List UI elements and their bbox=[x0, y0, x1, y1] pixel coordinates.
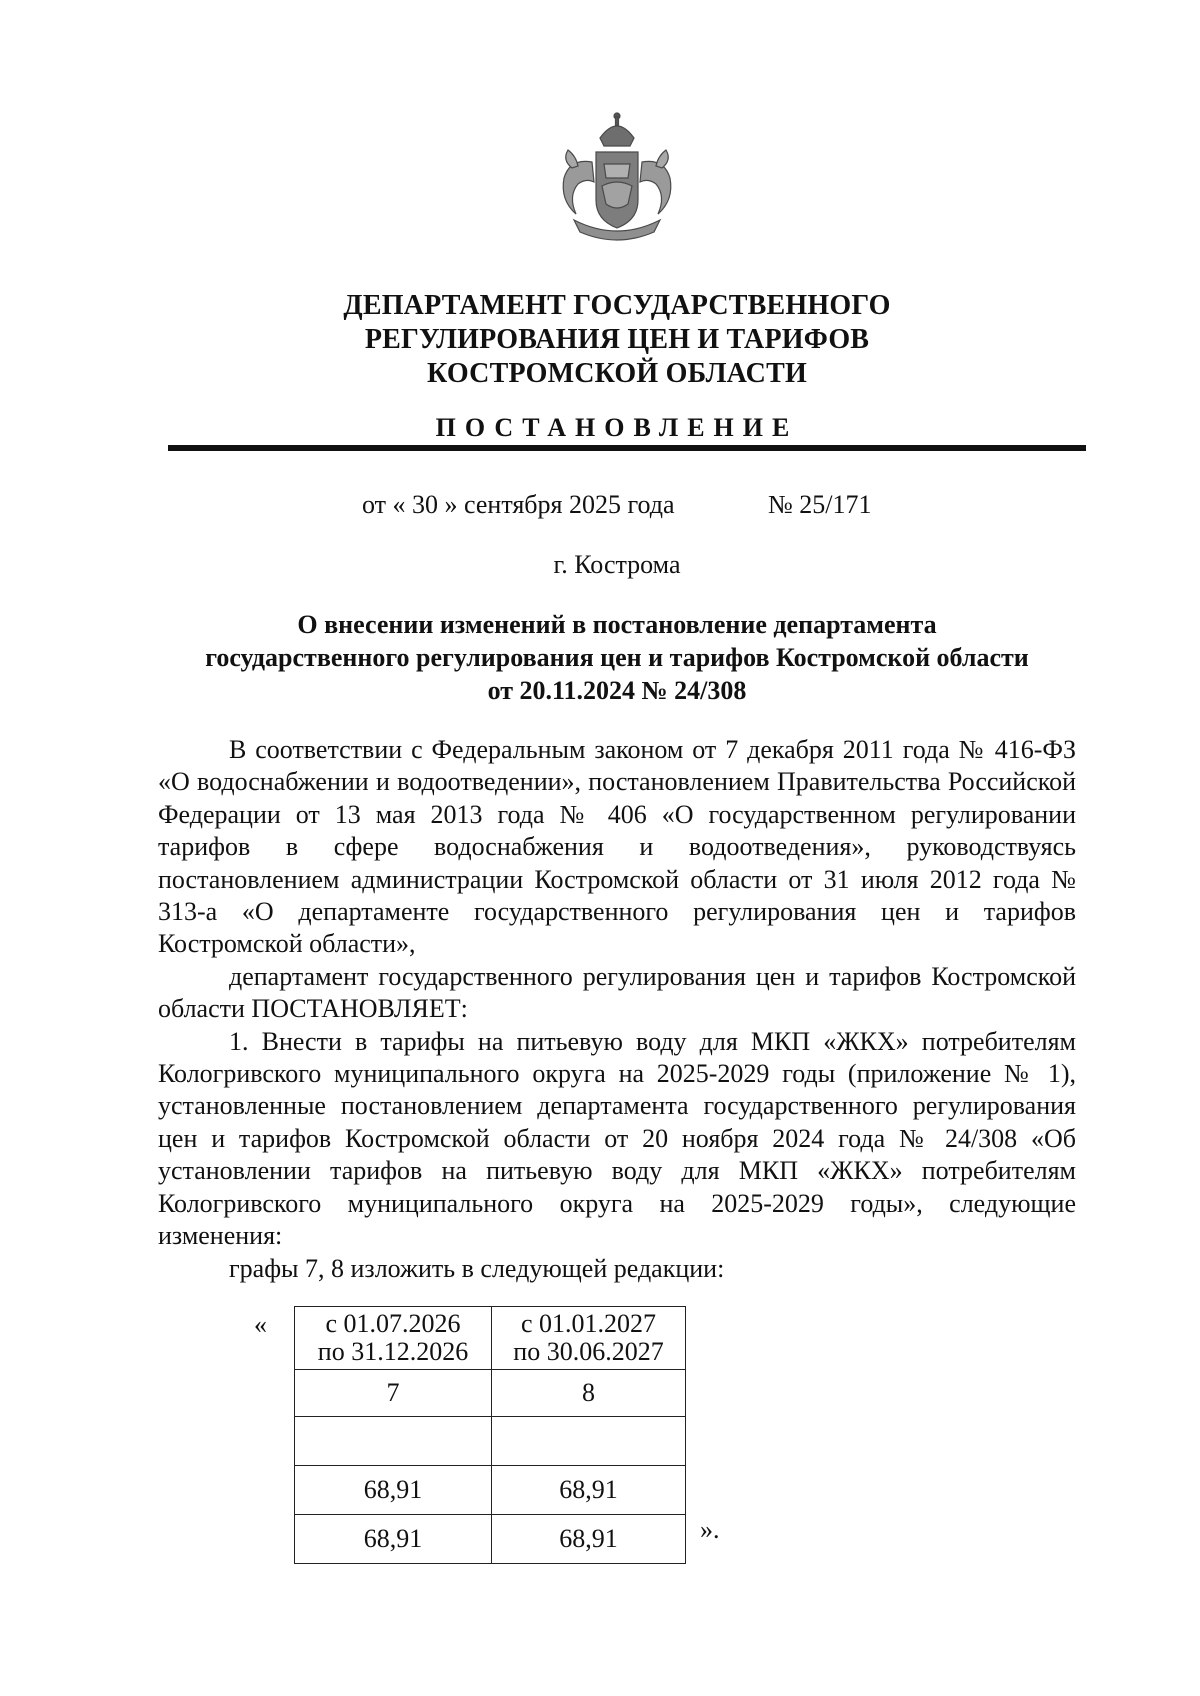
item-1-paragraph: 1. Внести в тарифы на питьевую воду для МКП «ЖКХ» потребителям Кологривского муниципального округа на 2025-2029 годы (приложение № 1), установленные постановлением департамента государственного регулирования цен и тарифов Костромской области от 20 ноября 2024 года № 24/308 «Об установлении тарифов на питьевую воду для МКП «ЖКХ» потребителям Кологривского муниципального округа на 2025-2029 годы», следующие изменения: bbox=[158, 1026, 1076, 1251]
document-type: ПОСТАНОВЛЕНИЕ bbox=[435, 413, 799, 442]
column-number-cell: 7 bbox=[295, 1370, 492, 1417]
table-row bbox=[295, 1515, 686, 1564]
preamble-paragraph: В соответствии с Федеральным законом от 7 декабря 2011 года № 416-ФЗ «О водоснабжении и водоотведении», постановлением Правительства Российской Федерации от 13 мая 2013 года № 406 «О государственном регулировании тарифов в сфере водоснабжения и водоотведения», руководствуясь постановлением администрации Костромской области от 31 июля 2012 года № 313-а «О департаменте государственного регулирования цен и тарифов Костромской области», bbox=[158, 735, 1076, 959]
document-date: от « 30 » сентября 2025 года bbox=[362, 490, 675, 519]
table-quote-open: « bbox=[254, 1310, 267, 1339]
table-cell: 68,91 bbox=[492, 1466, 686, 1515]
columns-note-paragraph: графы 7, 8 изложить в следующей редакции: bbox=[229, 1253, 725, 1283]
table-row bbox=[295, 1417, 686, 1466]
title-line-1: О внесении изменений в постановление департамента bbox=[297, 610, 937, 639]
department-line-1: ДЕПАРТАМЕНТ ГОСУДАРСТВЕННОГО bbox=[343, 290, 891, 321]
table-header-row bbox=[295, 1307, 686, 1370]
document-number: № 25/171 bbox=[768, 490, 872, 519]
header-divider bbox=[168, 445, 1086, 451]
table-cell bbox=[492, 1417, 686, 1466]
document-body bbox=[158, 734, 1076, 1285]
header-from: с 01.01.2027 bbox=[520, 1309, 657, 1338]
table-cell bbox=[295, 1417, 492, 1466]
header-cell bbox=[295, 1307, 492, 1370]
header-cell bbox=[492, 1307, 686, 1370]
title-line-2: государственного регулирования цен и тарифов Костромской области bbox=[205, 643, 1029, 672]
document-title bbox=[140, 608, 1094, 707]
document-city: г. Кострома bbox=[553, 550, 681, 579]
title-line-3: от 20.11.2024 № 24/308 bbox=[487, 676, 747, 705]
department-line-2: РЕГУЛИРОВАНИЯ ЦЕН И ТАРИФОВ bbox=[364, 324, 870, 355]
table-row bbox=[295, 1466, 686, 1515]
table-quote-close: ». bbox=[700, 1515, 720, 1544]
department-name bbox=[200, 289, 1034, 391]
header-to: по 30.06.2027 bbox=[513, 1337, 664, 1366]
department-line-3: КОСТРОМСКОЙ ОБЛАСТИ bbox=[427, 358, 807, 389]
header-to: по 31.12.2026 bbox=[317, 1337, 469, 1366]
column-number-cell: 8 bbox=[492, 1370, 686, 1417]
table-cell: 68,91 bbox=[295, 1466, 492, 1515]
coat-of-arms-icon bbox=[548, 108, 686, 248]
table-cell: 68,91 bbox=[492, 1515, 686, 1564]
resolves-paragraph: департамент государственного регулирования цен и тарифов Костромской области ПОСТАНОВЛЯЕТ: bbox=[158, 961, 1076, 1024]
header-from: с 01.07.2026 bbox=[325, 1309, 461, 1338]
column-number-row bbox=[295, 1370, 686, 1417]
table-cell: 68,91 bbox=[295, 1515, 492, 1564]
tariff-table bbox=[294, 1306, 686, 1564]
